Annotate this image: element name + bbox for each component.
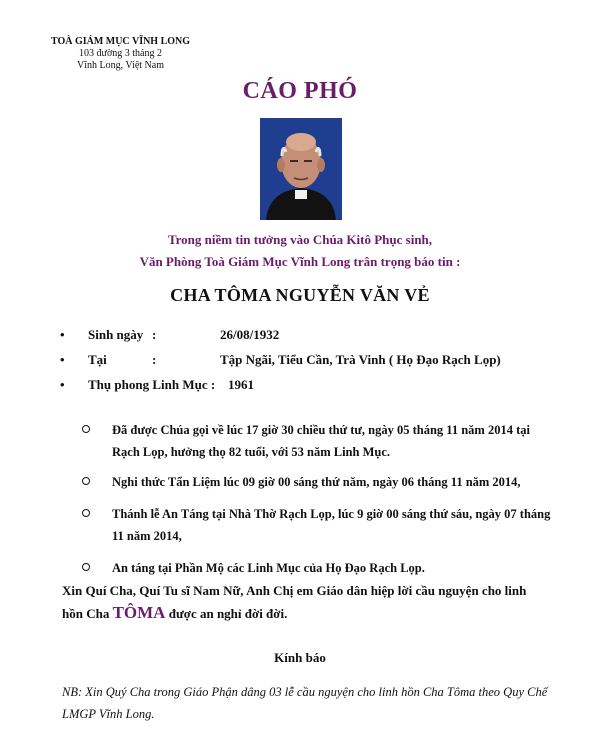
event-text: Thánh lễ An Táng tại Nhà Thờ Rạch Lọp, lúc 9 giờ 00 sáng thứ sáu, ngày 07 tháng 11 năm 2014, <box>112 507 551 543</box>
event-text: Đã được Chúa gọi về lúc 17 giờ 30 chiều thứ tư, ngày 05 tháng 11 năm 2014 tại Rạch Lọp, hưởng thọ 82 tuổi, với 53 năm Linh Mục. <box>112 423 530 459</box>
portrait-photo <box>260 118 342 220</box>
fact-label: Tại <box>88 352 107 367</box>
sender-block <box>28 36 213 72</box>
event-encoffinment <box>82 471 552 493</box>
events-list <box>82 419 552 579</box>
intro-line-2: Văn Phòng Toà Giám Mục Vĩnh Long trân trọng báo tin : <box>139 254 461 269</box>
event-burial <box>82 557 552 579</box>
fact-separator: : <box>152 352 157 367</box>
fact-value: 1961 <box>228 377 254 392</box>
page-title: CÁO PHÓ <box>242 78 358 104</box>
deceased-name: CHA TÔMA NGUYỄN VĂN VẺ <box>170 285 430 305</box>
circle-bullet-icon <box>82 477 90 485</box>
announcement-intro <box>0 229 600 273</box>
bullet-icon: • <box>60 327 65 342</box>
circle-bullet-icon <box>82 563 90 571</box>
prayer-request <box>62 580 542 625</box>
event-text: Nghi thức Tẩn Liệm lúc 09 giờ 00 sáng thứ năm, ngày 06 tháng 11 năm 2014, <box>112 475 521 489</box>
fact-value: Tập Ngãi, Tiểu Cần, Trà Vinh ( Họ Đạo Rạch Lọp) <box>220 352 501 367</box>
fact-label: Thụ phong Linh Mục : <box>88 377 216 392</box>
bullet-icon: • <box>60 352 65 367</box>
event-funeral-mass <box>82 503 552 547</box>
fact-value: 26/08/1932 <box>220 327 280 342</box>
sender-city: Vĩnh Long, Việt Nam <box>77 60 164 71</box>
prayer-text-after: được an nghỉ đời đời. <box>165 606 288 621</box>
sender-address: 103 đường 3 tháng 2 <box>79 48 162 59</box>
circle-bullet-icon <box>82 425 90 433</box>
prayer-text-before: Xin Quí Cha, Quí Tu sĩ Nam Nữ, Anh Chị em Giáo dân hiệp lời cầu nguyện cho linh hồn Cha <box>62 583 527 621</box>
circle-bullet-icon <box>82 509 90 517</box>
event-text: An táng tại Phần Mộ các Linh Mục của Họ Đạo Rạch Lọp. <box>112 561 425 575</box>
fact-label: Sinh ngày <box>88 327 144 342</box>
fact-separator: : <box>152 327 157 342</box>
footnote: NB: Xin Quý Cha trong Giáo Phận dâng 03 lễ cầu nguyện cho linh hồn Cha Tôma theo Quy Chế LMGP Vĩnh Long. <box>62 685 548 721</box>
sender-org: TOÀ GIÁM MỤC VĨNH LONG <box>50 36 191 47</box>
closing-text: Kính báo <box>274 650 326 665</box>
prayer-highlight-name: TÔMA <box>112 603 166 622</box>
bullet-icon: • <box>60 377 65 392</box>
event-death <box>82 419 552 463</box>
intro-line-1: Trong niềm tin tưởng vào Chúa Kitô Phục sinh, <box>167 232 433 247</box>
